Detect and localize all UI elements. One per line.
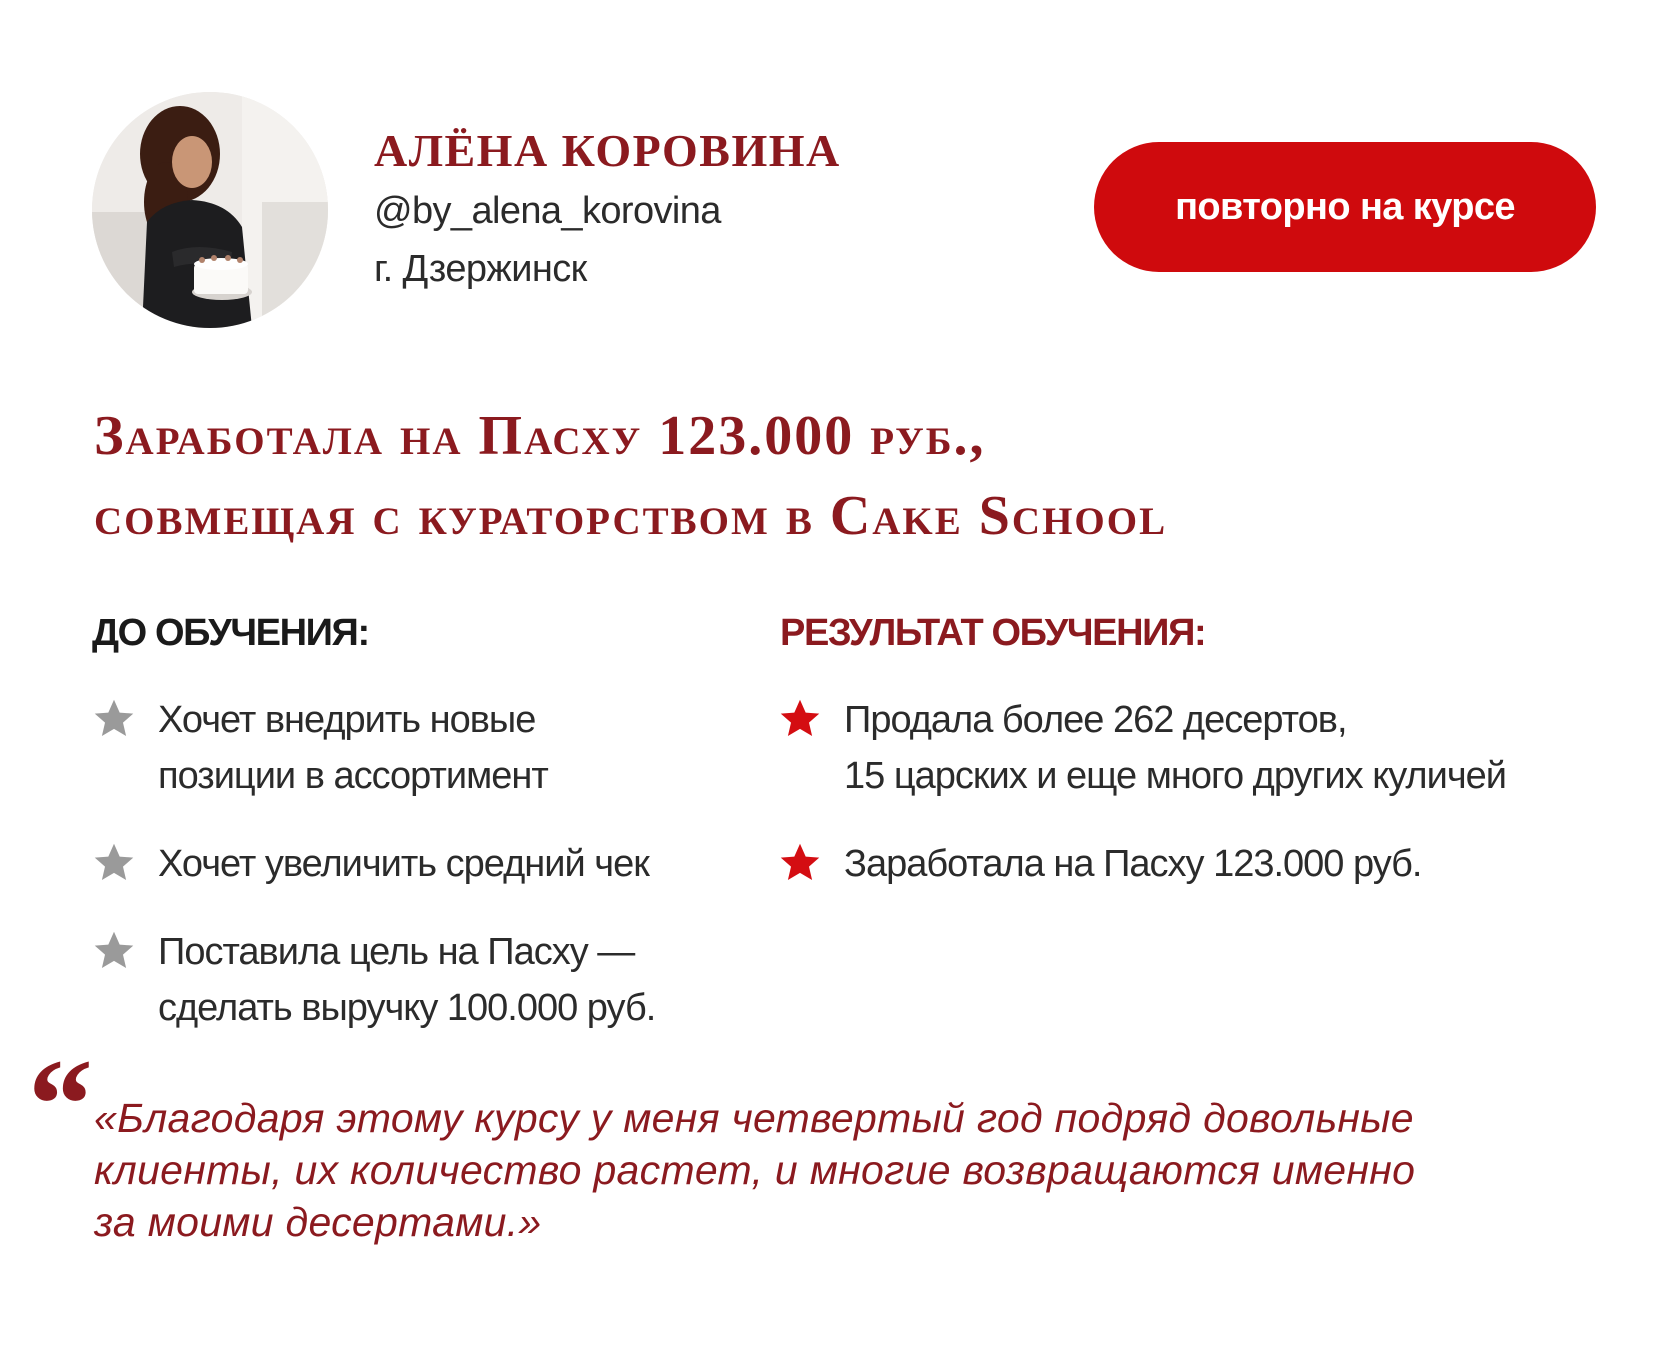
before-list (92, 692, 762, 1068)
star-icon (778, 841, 822, 885)
result-list (778, 692, 1658, 924)
item-line-1: Продала более 262 десертов, (844, 699, 1347, 741)
list-item (92, 836, 762, 892)
item-line-1: Хочет увеличить средний чек (158, 843, 649, 885)
repeat-course-badge: повторно на курсе (1094, 142, 1596, 272)
headline-line-2: совмещая с кураторством в Cake School (94, 485, 1168, 547)
profile-handle: @by_alena_korovina (374, 190, 721, 232)
quote-line-2: клиенты, их количество растет, и многие возвращаются именно (94, 1147, 1416, 1193)
item-line-1: Поставила цель на Пасху — (158, 931, 635, 973)
item-line-2: позиции в ассортимент (158, 755, 548, 797)
list-item (778, 692, 1658, 804)
list-item (92, 924, 762, 1036)
list-item (92, 692, 762, 804)
list-item (778, 836, 1658, 892)
headline (94, 396, 1654, 556)
item-line-2: сделать выручку 100.000 руб. (158, 987, 656, 1029)
star-icon (92, 929, 136, 973)
item-line-2: 15 царских и еще много других куличей (844, 755, 1506, 797)
star-icon (92, 841, 136, 885)
result-title: РЕЗУЛЬТАТ ОБУЧЕНИЯ: (780, 612, 1206, 654)
quote-line-1: «Благодаря этому курсу у меня четвертый год подряд довольные (94, 1095, 1414, 1141)
profile-city: г. Дзержинск (374, 248, 587, 290)
star-icon (778, 697, 822, 741)
quote-mark-icon: “ (28, 1033, 93, 1177)
before-title: ДО ОБУЧЕНИЯ: (92, 612, 369, 654)
testimonial-quote (94, 1092, 1654, 1248)
star-icon (92, 697, 136, 741)
quote-line-3: за моими десертами.» (94, 1199, 542, 1245)
portrait-image (92, 92, 328, 328)
avatar (92, 92, 328, 328)
item-line-1: Заработала на Пасху 123.000 руб. (844, 843, 1422, 885)
headline-line-1: Заработала на Пасху 123.000 руб., (94, 405, 986, 467)
profile-name: АЛЁНА КОРОВИНА (374, 125, 841, 176)
item-line-1: Хочет внедрить новые (158, 699, 536, 741)
